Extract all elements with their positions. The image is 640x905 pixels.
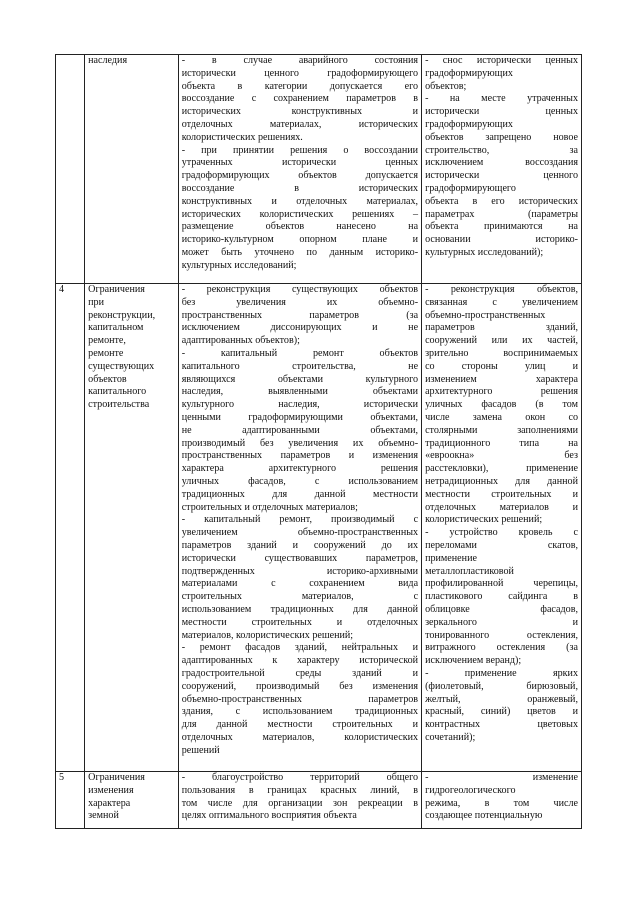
forbidden-text-line: градоформирующих <box>425 118 513 130</box>
forbidden-text-line: зеркального и <box>425 616 578 628</box>
restriction-name-line: строительства <box>88 399 150 411</box>
forbidden-text-line: сооружений или их частей, <box>425 335 578 347</box>
forbidden-text-line: гидрогеологического <box>425 784 516 796</box>
restriction-name-line: существующих <box>88 360 155 372</box>
restriction-name-line: Ограничения <box>88 772 145 783</box>
allowed-text-line: уличных фасадов, с использованием <box>181 475 419 487</box>
forbidden-text-line: - устройство кровель с <box>425 527 578 539</box>
forbidden-text-line: расстекловки), применение <box>425 463 578 475</box>
allowed-text-line: исторически существовавших параметров, <box>181 552 419 564</box>
table-row <box>56 284 582 772</box>
restrictions-table <box>55 54 582 829</box>
allowed-text-line: материалов, колористических решений; <box>181 629 354 641</box>
allowed-text-line: характера архитектурного решения <box>181 463 419 475</box>
allowed-text-line: капитального строительства, не <box>181 360 419 372</box>
allowed-text-line: решений <box>181 744 220 756</box>
restriction-name-line: Ограничения <box>88 284 145 295</box>
restriction-name-line: ремонте, <box>88 335 126 347</box>
row-number <box>56 55 85 284</box>
forbidden-text-line: желтый, оранжевый, <box>425 693 578 705</box>
forbidden-text-line: пластикового сайдинга в <box>425 591 578 603</box>
forbidden-text-line: создающее потенциальную <box>425 810 543 822</box>
allowed-text-line: отделочных материалов, колористических <box>181 731 419 743</box>
forbidden-text-line: - на месте утраченных <box>425 93 578 105</box>
forbidden-text-line: - реконструкция объектов, <box>425 284 578 295</box>
allowed-text-line: увеличением объемно-пространственных <box>181 527 419 539</box>
allowed-text-line: культурных исследований; <box>181 259 297 271</box>
allowed-text-line: - капитальный ремонт объектов <box>181 347 419 359</box>
allowed-text-line: - благоустройство территорий общего <box>181 772 419 783</box>
table-body <box>56 55 582 829</box>
restriction-name-line: капитального <box>88 386 147 398</box>
forbidden-text-line: градоформирующего <box>425 182 516 194</box>
restriction-name-line: изменения <box>88 784 134 796</box>
forbidden-text-line: параметрах (параметры <box>425 208 578 220</box>
allowed-text-line: размещение объектов нанесено на <box>181 221 419 233</box>
allowed-text-line: - реконструкция существующих объектов <box>181 284 419 295</box>
forbidden-text-line: уличных фасадов (в том <box>425 399 578 411</box>
forbidden-text-line: отделочных материалов и <box>425 501 578 513</box>
restriction-name-line: при <box>88 296 105 308</box>
allowed-text-line: традиционных для данной местности <box>181 488 419 500</box>
table-row <box>56 772 582 829</box>
allowed-text-line: производимый без увеличения их объемно- <box>181 437 419 449</box>
restriction-name-line: объектов <box>88 373 127 385</box>
restriction-name-line: капитальном <box>88 322 144 334</box>
allowed-cell <box>178 55 421 284</box>
allowed-text-line: - ремонт фасадов зданий, нейтральных и <box>181 642 419 654</box>
forbidden-text-line: переломами скатов, <box>425 539 578 551</box>
forbidden-text-line: объекта в его исторических <box>425 195 578 207</box>
allowed-text-line: строительных материалов, с <box>181 591 419 603</box>
restriction-name-line: наследия <box>88 55 128 66</box>
forbidden-text-line: - изменение <box>425 772 578 783</box>
allowed-text-line: отделочных материалах, исторических <box>181 118 419 130</box>
restriction-name-line: земной <box>88 810 119 822</box>
forbidden-text-line: сочетаний); <box>425 731 476 743</box>
allowed-text-line: целях оптимального восприятия объекта <box>181 810 357 822</box>
allowed-text-line: - в случае аварийного состояния <box>181 55 419 66</box>
table-row <box>56 55 582 284</box>
forbidden-text-line: объемно-пространственных <box>425 309 546 321</box>
allowed-text-line: параметров зданий и сооружений до их <box>181 539 419 551</box>
allowed-text-line: адаптированных к характеру исторической <box>181 655 419 667</box>
forbidden-text-line: (фиолетовый, бирюзовый, <box>425 680 578 692</box>
allowed-text-line: объекта в категории допускается его <box>181 80 419 92</box>
forbidden-text-line: градоформирующих <box>425 67 513 79</box>
forbidden-text-line: нетрадиционных для данной <box>425 475 578 487</box>
allowed-text-line: наследия, выявленными объектами <box>181 386 419 398</box>
forbidden-text-line: металлопластиковой <box>425 565 514 577</box>
allowed-text-line: историко-культурном опорном плане и <box>181 234 419 246</box>
forbidden-text-line: строительство, за <box>425 144 578 156</box>
forbidden-text-line: объектов запрещено новое <box>425 131 578 143</box>
forbidden-text-line: исключением веранд); <box>425 655 522 667</box>
allowed-cell <box>178 284 421 772</box>
forbidden-text-line: облицовке фасадов, <box>425 603 578 615</box>
restriction-name-cell <box>85 284 179 772</box>
forbidden-text-line: зрительно воспринимаемых <box>425 347 578 359</box>
forbidden-text-line: колористических решений; <box>425 514 543 526</box>
allowed-cell <box>178 772 421 829</box>
forbidden-text-line: тонированного остекления, <box>425 629 578 641</box>
allowed-text-line: исторических колористических решениях – <box>181 208 419 220</box>
row-number: 5 <box>56 772 85 829</box>
forbidden-text-line: объектов; <box>425 80 467 92</box>
allowed-text-line: воссоздание в исторических <box>181 182 419 194</box>
forbidden-text-line: - снос исторически ценных <box>425 55 578 66</box>
allowed-text-line: пользования в границах красных линий, в <box>181 784 419 796</box>
forbidden-cell <box>422 284 582 772</box>
allowed-text-line: градостроительной среды зданий и <box>181 667 419 679</box>
forbidden-text-line: режима, в том числе <box>425 797 578 809</box>
forbidden-text-line: столярными заполнениями <box>425 424 578 436</box>
forbidden-text-line: - применение ярких <box>425 667 578 679</box>
forbidden-text-line: исторически ценных <box>425 106 578 118</box>
forbidden-text-line: связанная с увеличением <box>425 296 578 308</box>
allowed-text-line: исторических конструктивных и <box>181 106 419 118</box>
allowed-text-line: использованием традиционных для данной <box>181 603 419 615</box>
forbidden-text-line: объекта принимаются на <box>425 221 578 233</box>
allowed-text-line: строительных и отделочных материалов; <box>181 501 358 513</box>
allowed-text-line: для данной местности строительных и <box>181 719 419 731</box>
forbidden-text-line: числе замена окон со <box>425 411 578 423</box>
allowed-text-line: колористических решениях. <box>181 131 303 143</box>
forbidden-text-line: основании историко- <box>425 234 578 246</box>
restriction-name-line: характера <box>88 797 131 809</box>
forbidden-text-line: традиционного типа на <box>425 437 578 449</box>
forbidden-text-line: профилированной черепицы, <box>425 578 578 590</box>
forbidden-text-line: архитектурного решения <box>425 386 578 398</box>
forbidden-text-line: контрастных цветовых <box>425 719 578 731</box>
allowed-text-line: не адаптированными объектами, <box>181 424 419 436</box>
forbidden-text-line: параметров зданий, <box>425 322 578 334</box>
restriction-name-cell <box>85 55 179 284</box>
allowed-text-line: исторически ценного градоформирующего <box>181 67 419 79</box>
forbidden-text-line: местности строительных и <box>425 488 578 500</box>
allowed-text-line: том числе для организации зон рекреации в <box>181 797 419 809</box>
allowed-text-line: ценными градоформирующими объектами, <box>181 411 419 423</box>
forbidden-text-line: изменением характера <box>425 373 578 385</box>
forbidden-text-line: культурных исследований); <box>425 246 544 258</box>
allowed-text-line: может быть уточнено по данным историко- <box>181 246 419 258</box>
allowed-text-line: - при принятии решения о воссоздании <box>181 144 419 156</box>
forbidden-cell <box>422 55 582 284</box>
allowed-text-line: пространственных параметров и изменения <box>181 450 419 462</box>
restriction-name-line: ремонте <box>88 347 124 359</box>
allowed-text-line: пространственных параметров (за <box>181 309 419 321</box>
allowed-text-line: без увеличения их объемно- <box>181 296 419 308</box>
allowed-text-line: культурного наследия, исторически <box>181 399 419 411</box>
restriction-name-cell <box>85 772 179 829</box>
allowed-text-line: градоформирующих объектов допускается <box>181 170 419 182</box>
allowed-text-line: местности строительных и отделочных <box>181 616 419 628</box>
allowed-text-line: объемно-пространственных параметров <box>181 693 419 705</box>
allowed-text-line: являющихся объектами культурного <box>181 373 419 385</box>
forbidden-text-line: «евроокна» без <box>425 450 578 462</box>
forbidden-text-line: со стороны улиц и <box>425 360 578 372</box>
restriction-name-line: реконструкции, <box>88 309 156 321</box>
forbidden-text-line: исключением воссоздания <box>425 157 578 169</box>
allowed-text-line: воссоздание с сохранением параметров в <box>181 93 419 105</box>
allowed-text-line: исключением диссонирующих и не <box>181 322 419 334</box>
allowed-text-line: - капитальный ремонт, производимый с <box>181 514 419 526</box>
forbidden-text-line: применение <box>425 552 477 564</box>
allowed-text-line: подтвержденных историко-архивными <box>181 565 419 577</box>
allowed-text-line: утраченных исторически ценных <box>181 157 419 169</box>
row-number: 4 <box>56 284 85 772</box>
allowed-text-line: адаптированных объектов); <box>181 335 300 347</box>
forbidden-text-line: исторически ценного <box>425 170 578 182</box>
allowed-text-line: сооружений, производимый без изменения <box>181 680 419 692</box>
forbidden-text-line: витражного остекления (за <box>425 642 578 654</box>
allowed-text-line: конструктивных и отделочных материалах, <box>181 195 419 207</box>
allowed-text-line: материалами с сохранением вида <box>181 578 419 590</box>
allowed-text-line: здания, с использованием традиционных <box>181 706 419 718</box>
forbidden-cell <box>422 772 582 829</box>
forbidden-text-line: красный, синий) цветов и <box>425 706 578 718</box>
